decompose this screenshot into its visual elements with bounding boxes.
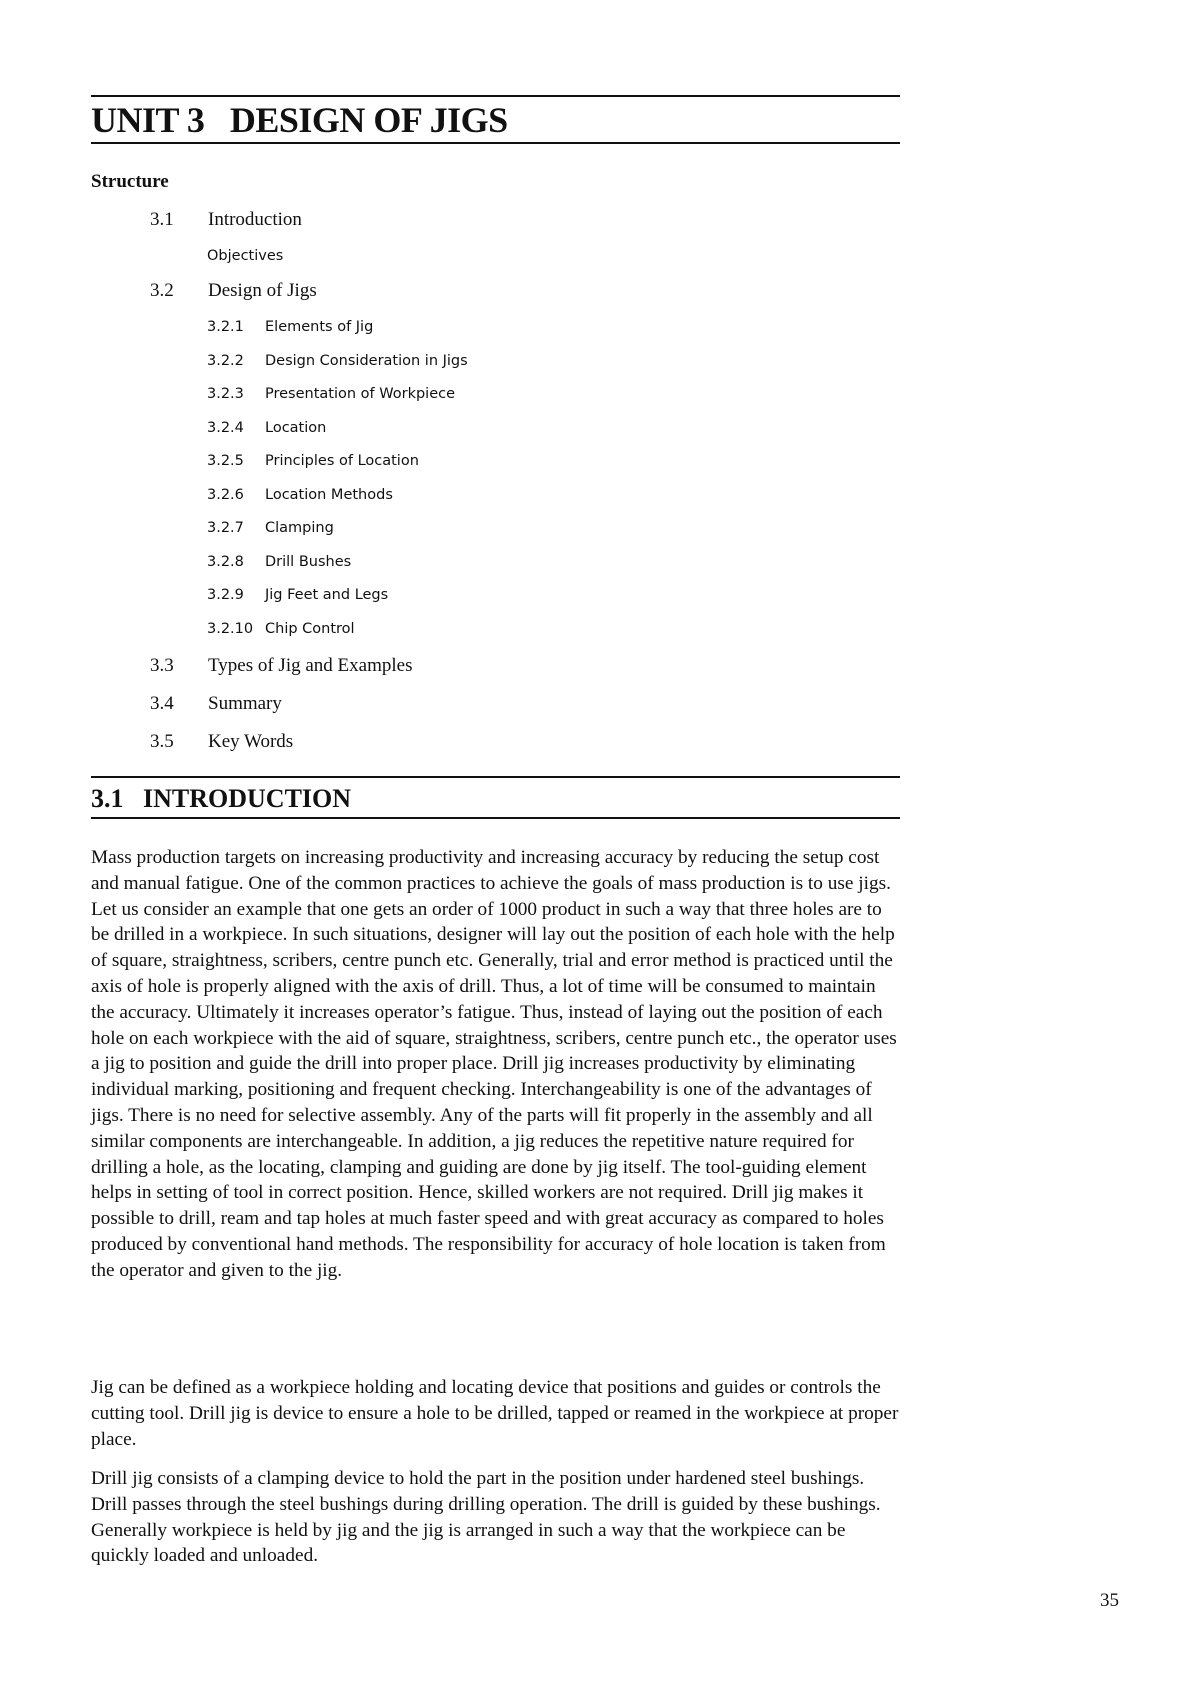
toc-subitem-number: 3.2.4 — [207, 420, 244, 436]
toc-subitem-label: Elements of Jig — [265, 319, 374, 335]
section-top-rule — [91, 776, 900, 778]
structure-label: Structure — [91, 171, 169, 192]
toc-subitem-label: Chip Control — [265, 621, 355, 637]
toc-subitem-number: 3.2.3 — [207, 386, 244, 402]
toc-subitem-number: 3.2.9 — [207, 587, 244, 603]
toc-subitem-number: 3.2.1 — [207, 319, 244, 335]
toc-item-number: 3.5 — [150, 731, 174, 752]
toc-subitem-number: 3.2.7 — [207, 520, 244, 536]
toc-subitem — [207, 619, 355, 639]
paragraph: Drill jig consists of a clamping device to hold the part in the position under hardened steel bushings. Drill passes through the steel bushings during drilling operation. The drill is guided by these bushings. Generally workpiece is held by jig and the jig is arranged in such a way that the workpiece can be quickly loaded and unloaded. — [91, 1468, 881, 1567]
toc-subitem-label: Principles of Location — [265, 453, 419, 469]
toc-item-label: Summary — [208, 693, 282, 714]
toc-item-number: 3.2 — [150, 280, 174, 301]
toc-subitem — [207, 317, 373, 337]
toc-subitem — [207, 552, 351, 572]
toc-subitem — [207, 418, 326, 438]
toc-subitem — [207, 384, 455, 404]
toc-subitem-label: Presentation of Workpiece — [265, 386, 456, 402]
page-number: 35 — [1100, 1590, 1119, 1611]
toc-subitem-number: 3.2.2 — [207, 353, 244, 369]
toc-item — [150, 654, 412, 678]
toc-item — [150, 279, 317, 303]
toc-subitem-number: 3.2.5 — [207, 453, 244, 469]
toc-item-number: 3.1 — [150, 209, 174, 230]
toc-item-label: Types of Jig and Examples — [208, 655, 413, 676]
toc-item-number: 3.3 — [150, 655, 174, 676]
toc-subitem-label: Clamping — [265, 520, 334, 536]
section-title: 3.1 INTRODUCTION — [91, 784, 352, 813]
toc-subitem — [207, 585, 388, 605]
toc-subitem-label: Drill Bushes — [265, 554, 352, 570]
toc-subitem — [207, 451, 419, 471]
toc-subitem — [207, 485, 393, 505]
toc-item-label: Key Words — [208, 731, 294, 752]
toc-item — [150, 730, 293, 754]
toc-item-label: Introduction — [208, 209, 302, 230]
toc-subitem — [207, 351, 468, 371]
paragraph: Mass production targets on increasing productivity and increasing accuracy by reducing the setup cost and manual fatigue. One of the common practices to achieve the goals of mass production is to use jigs. Let us consider an example that one gets an order of 1000 product in such a way that three holes are to be drilled in a workpiece. In such situations, designer will lay out the position of each hole with the help of square, straightness, scribers, centre punch etc. Generally, trial and error method is practiced until the axis of hole is properly aligned with the axis of drill. Thus, a lot of time will be consumed to maintain the accuracy. Ultimately it increases operator’s fatigue. Thus, instead of laying out the position of each hole on each workpiece with the aid of square, straightness, scribers, centre punch etc., the operator uses a jig to position and guide the drill into proper place. Drill jig increases productivity by eliminating individual marking, positioning and frequent checking. Interchangeability is one of the advantages of jigs. There is no need for selective assembly. Any of the parts will fit properly in the assembly and all similar components are interchangeable. In addition, a jig reduces the repetitive nature required for drilling a hole, as the locating, clamping and guiding are done by jig itself. The tool-guiding element helps in setting of tool in correct position. Hence, skilled workers are not required. Drill jig makes it possible to drill, ream and tap holes at much faster speed and with great accuracy as compared to holes produced by conventional hand methods. The responsibility for accuracy of hole location is taken from the operator and given to the jig. — [91, 847, 897, 1281]
toc-subitem-number: 3.2.6 — [207, 487, 244, 503]
paragraph: Jig can be defined as a workpiece holding and locating device that positions and guides or controls the cutting tool. Drill jig is device to ensure a hole to be drilled, tapped or reamed in the workpiece at proper place. — [91, 1377, 899, 1450]
section-bottom-rule — [91, 817, 900, 819]
toc-subitem-label: Jig Feet and Legs — [265, 587, 389, 603]
toc-subitem-label: Location — [265, 420, 327, 436]
toc-item — [150, 208, 302, 232]
unit-title: UNIT 3 DESIGN OF JIGS — [91, 100, 508, 140]
toc-subitem-number: 3.2.8 — [207, 554, 244, 570]
toc-subitem — [207, 518, 334, 538]
toc-subitem-label: Design Consideration in Jigs — [265, 353, 468, 369]
toc-item-number: 3.4 — [150, 693, 174, 714]
top-rule — [91, 95, 900, 97]
toc-item — [150, 692, 282, 716]
toc-subitem-number: 3.2.10 — [207, 621, 254, 637]
toc-item-label: Design of Jigs — [208, 280, 317, 301]
toc-item-note: Objectives — [207, 248, 284, 264]
title-underline — [91, 142, 900, 144]
toc-subitem-label: Location Methods — [265, 487, 393, 503]
